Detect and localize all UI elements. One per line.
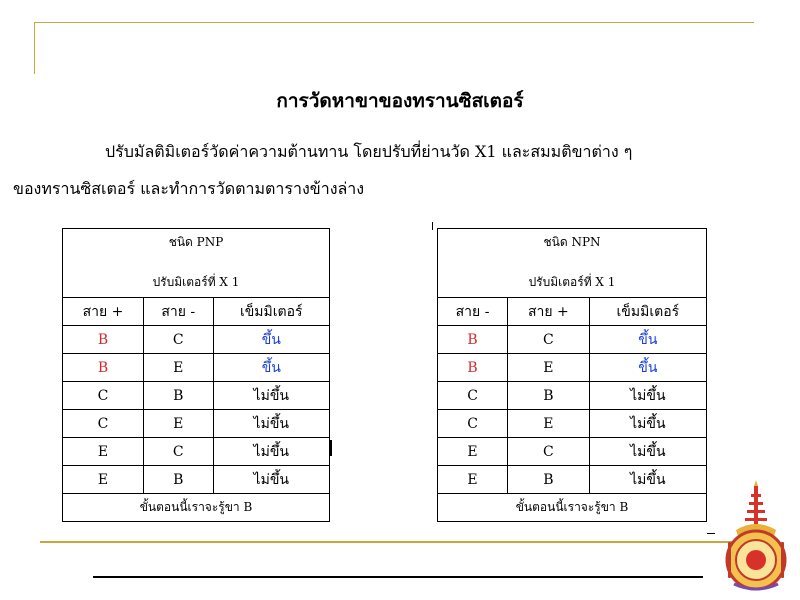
table-cell: ขึ้น [589,326,706,354]
table-cell: E [508,410,590,438]
pnp-table-header [63,229,330,298]
table-cell: E [63,466,144,494]
table-row [63,382,330,410]
table-row [63,354,330,382]
stray-mark [330,440,332,456]
university-emblem-icon [720,480,792,592]
table-row [438,354,707,382]
pnp-setting-label: ปรับมิเตอร์ที่ X 1 [152,275,240,289]
table-row [438,382,707,410]
table-cell: ไม่ขึ้น [213,438,329,466]
column-header: เข็มมิเตอร์ [213,298,329,326]
table-cell: B [508,466,590,494]
table-row [63,438,330,466]
table-cell: C [438,382,508,410]
table-cell: ไม่ขึ้น [589,410,706,438]
table-cell: ขึ้น [213,326,329,354]
pnp-table-footer: ขั้นตอนนี้เราจะรู้ขา B [63,494,330,522]
table-cell: E [508,354,590,382]
table-cell: ไม่ขึ้น [589,382,706,410]
bottom-black-rule [93,576,703,578]
column-header: เข็มมิเตอร์ [589,298,706,326]
column-header: สาย + [508,298,590,326]
bottom-gold-rule [40,541,755,543]
table-cell: E [438,466,508,494]
table-row [438,466,707,494]
table-cell: C [63,382,144,410]
table-cell: ไม่ขึ้น [213,410,329,438]
table-cell: E [438,438,508,466]
npn-table-header [438,229,707,298]
table-cell: B [438,326,508,354]
paragraph-line-1: ปรับมัลติมิเตอร์วัดค่าความต้านทาน โดยปรับที่ย่านวัด X1 และสมมติขาต่าง ๆ [105,142,633,161]
stray-mark [432,222,433,230]
table-row [63,326,330,354]
table-cell: C [143,438,213,466]
npn-setting-label: ปรับมิเตอร์ที่ X 1 [528,275,616,289]
pnp-column-headers [63,298,330,326]
table-cell: B [143,382,213,410]
table-cell: C [143,326,213,354]
pnp-table [62,228,330,522]
table-row [438,326,707,354]
pnp-type-label: ชนิด PNP [168,235,224,249]
table-cell: C [438,410,508,438]
table-cell: B [143,466,213,494]
npn-table-footer: ขั้นตอนนี้เราจะรู้ขา B [438,494,707,522]
table-cell: ขึ้น [213,354,329,382]
table-cell: ไม่ขึ้น [589,466,706,494]
column-header: สาย - [438,298,508,326]
column-header: สาย + [63,298,144,326]
table-cell: E [143,410,213,438]
table-cell: ไม่ขึ้น [213,466,329,494]
table-row [438,438,707,466]
frame-left-rule [34,22,35,74]
npn-column-headers [438,298,707,326]
table-row [63,410,330,438]
table-cell: C [508,326,590,354]
table-cell: C [508,438,590,466]
table-cell: ไม่ขึ้น [589,438,706,466]
table-cell: C [63,410,144,438]
table-cell: E [63,438,144,466]
table-cell: B [508,382,590,410]
table-cell: B [438,354,508,382]
column-header: สาย - [143,298,213,326]
npn-table [437,228,707,522]
table-cell: B [63,326,144,354]
slide-title: การวัดหาขาของทรานซิสเตอร์ [276,90,524,112]
table-cell: E [143,354,213,382]
stray-mark [707,533,715,534]
table-cell: ไม่ขึ้น [213,382,329,410]
table-row [438,410,707,438]
frame-top-rule [34,22,754,23]
table-row [63,466,330,494]
npn-type-label: ชนิด NPN [543,235,601,249]
table-cell: B [63,354,144,382]
table-cell: ขึ้น [589,354,706,382]
paragraph-line-2: ของทรานซิสเตอร์ และทำการวัดตามตารางข้างล่าง [13,179,365,198]
